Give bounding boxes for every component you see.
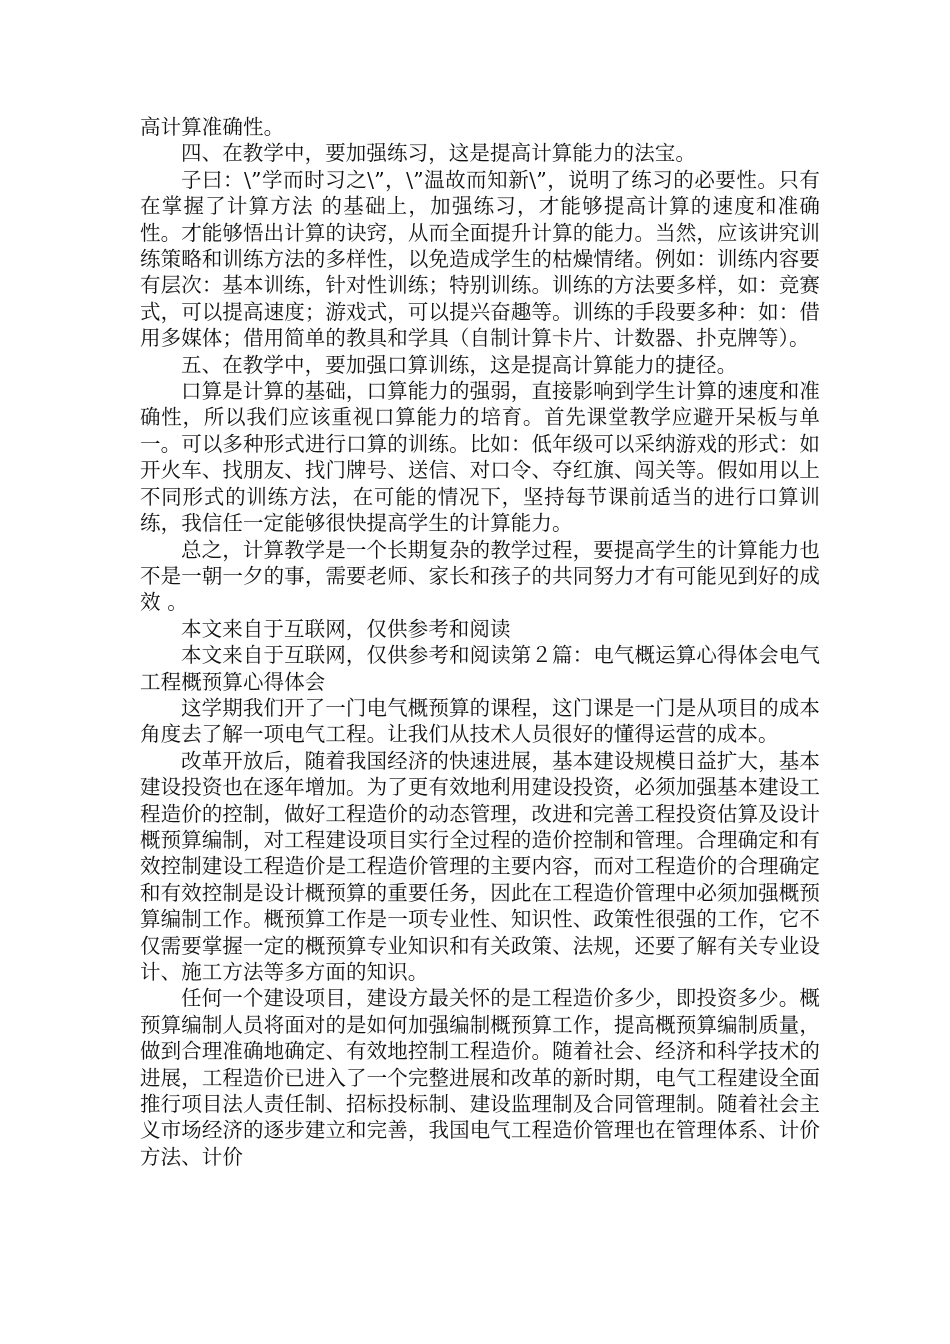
paragraph-7: 本文来自于互联网，仅供参考和阅读第２篇：电气概运算心得体会电气工程概预算心得体会 (140, 643, 820, 694)
paragraph-0: 高计算准确性。 (140, 115, 285, 139)
document-page (140, 114, 820, 1170)
paragraph-5: 总之，计算教学是一个长期复杂的教学过程，要提高学生的计算能力也不是一朝一夕的事，需要老师、家长和孩子的共同努力才有可能见到好的成效 。 (140, 537, 820, 615)
paragraph-4: 口算是计算的基础，口算能力的强弱，直接影响到学生计算的速度和准确性，所以我们应该重视口算能力的培育。首先课堂教学应避开呆板与单一。可以多种形式进行口算的训练。比如：低年级可以采纳游戏的形式：如开火车、找朋友、找门牌号、送信、对口令、夺红旗、闯关等。假如用以上不同形式的训练方法，在可能的情况下，坚持每节课前适当的进行口算训练，我信任一定能够很快提高学生的计算能力。 (140, 379, 820, 536)
paragraph-9: 改革开放后，随着我国经济的快速进展，基本建设规模日益扩大，基本建设投资也在逐年增加。为了更有效地利用建设投资，必须加强基本建设工程造价的控制，做好工程造价的动态管理，改进和完善工程投资估算及设计概预算编制，对工程建设项目实行全过程的造价控制和管理。合理确定和有效控制建设工程造价是工程造价管理的主要内容，而对工程造价的合理确定和有效控制是设计概预算的重要任务，因此在工程造价管理中必须加强概预算编制工作。概预算工作是一项专业性、知识性、政策性很强的工作，它不仅需要掌握一定的概预算专业知识和有关政策、法规，还要了解有关专业设计、施工方法等多方面的知识。 (140, 748, 820, 984)
paragraph-10: 任何一个建设项目，建设方最关怀的是工程造价多少，即投资多少。概预算编制人员将面对的是如何加强编制概预算工作，提高概预算编制质量，做到合理准确地确定、有效地控制工程造价。随着社会、经济和科学技术的进展，工程造价已进入了一个完整进展和改革的新时期，电气工程建设全面推行项目法人责任制、招标投标制、建设监理制及合同管理制。随着社会主义市场经济的逐步建立和完善，我国电气工程造价管理也在管理体系、计价方法、计价 (140, 986, 820, 1169)
paragraph-2: 子曰：\”学而时习之\”，\”温故而知新\”，说明了练习的必要性。只有在掌握了计算方法 的基础上，加强练习，才能够提高计算的速度和准确性。才能够悟出计算的诀窍，从而全面提升计算的能力。当然，应该讲究训练策略和训练方法的多样性，以免造成学生的枯燥情绪。例如：训练内容要有层次：基本训练，针对性训练；特别训练。训练的方法要多样，如：竞赛式，可以提高速度；游戏式，可以提兴奋趣等。训练的手段要多种：如：借用多媒体；借用简单的教具和学具（自制计算卡片、计数器、扑克牌等）。 (140, 167, 820, 351)
paragraph-6: 本文来自于互联网，仅供参考和阅读 (181, 616, 511, 641)
paragraph-8: 这学期我们开了一门电气概预算的课程，这门课是一门是从项目的成本角度去了解一项电气工程。让我们从技术人员很好的懂得运营的成本。 (140, 695, 820, 747)
paragraph-3: 五、在教学中，要加强口算训练，这是提高计算能力的捷径。 (181, 352, 738, 377)
paragraph-1: 四、在教学中，要加强练习，这是提高计算能力的法宝。 (181, 141, 696, 166)
